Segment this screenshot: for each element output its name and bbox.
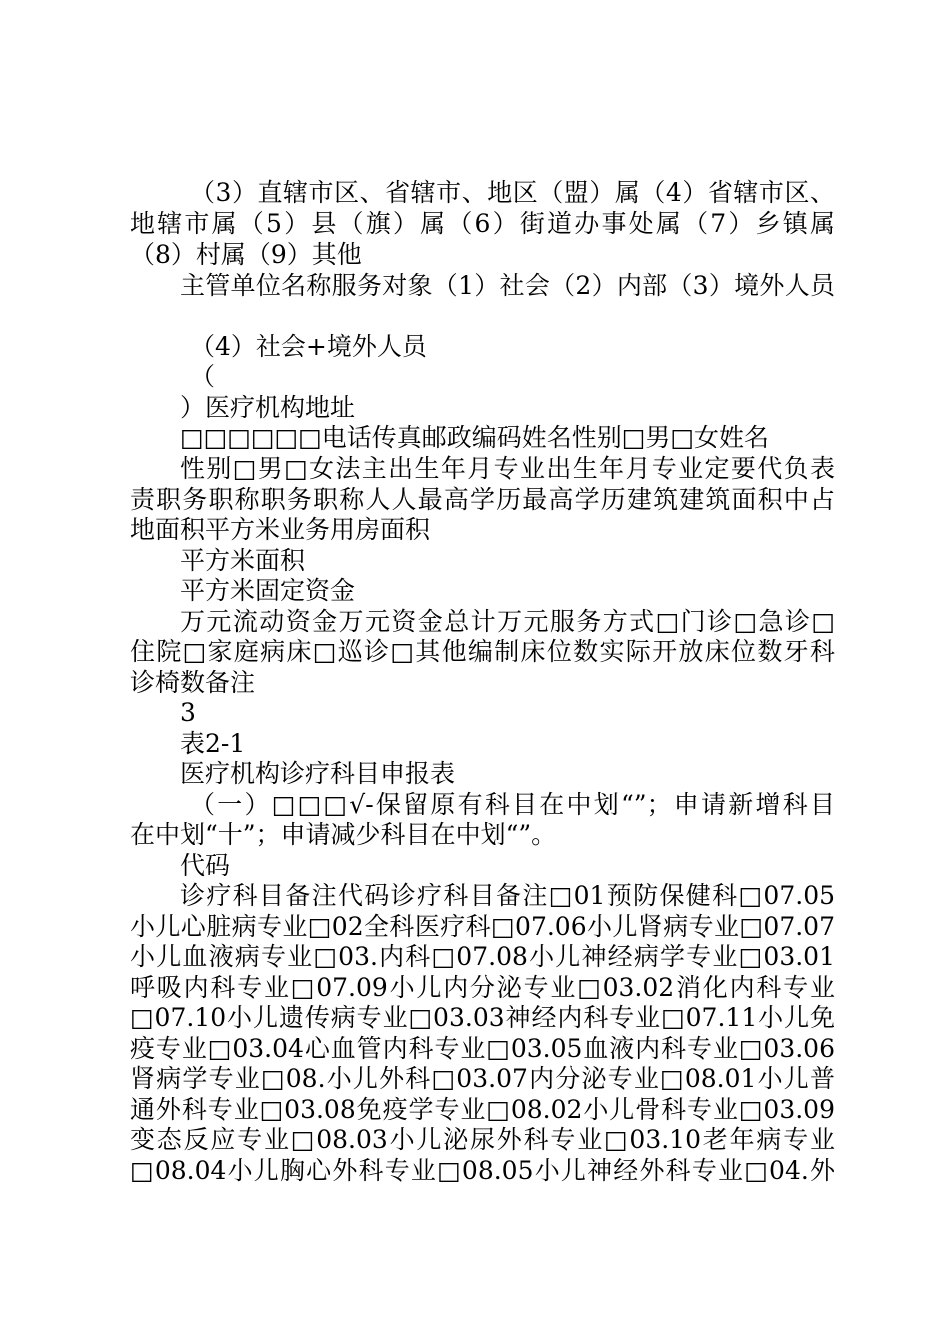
text-line: □08.04小儿胸心外科专业□08.05小儿神经外科专业□04.外: [130, 1156, 835, 1185]
text-line: 诊疗科目备注代码诊疗科目备注□01预防保健科□07.05: [180, 881, 835, 910]
text-line: 肾病学专业□08.小儿外科□03.07内分泌专业□08.01小儿普: [130, 1064, 835, 1093]
text-line: 通外科专业□03.08免疫学专业□08.02小儿骨科专业□03.09: [130, 1095, 835, 1124]
text-line: ）医疗机构地址: [180, 393, 356, 422]
page-number: 3: [180, 698, 196, 727]
text-line: 地面积平方米业务用房面积: [130, 515, 431, 544]
text-line: □□□□□□电话传真邮政编码姓名性别□男□女姓名: [180, 423, 769, 452]
text-line: 责职务职称职务职称人人最高学历最高学历建筑建筑面积中占: [130, 485, 835, 514]
text-line: 在中划“十”；申请减少科目在中划“”。: [130, 820, 557, 849]
text-line: 万元流动资金万元资金总计万元服务方式□门诊□急诊□: [180, 607, 835, 636]
text-line: □07.10小儿遗传病专业□03.03神经内科专业□07.11小儿免: [130, 1003, 835, 1032]
text-line: （3）直辖市区、省辖市、地区（盟）属（4）省辖市区、: [190, 178, 835, 207]
text-line: （4）社会+境外人员: [190, 332, 427, 361]
text-line: 疫专业□03.04心血管内科专业□03.05血液内科专业□03.06: [130, 1034, 835, 1063]
table-number: 表2-1: [180, 729, 246, 758]
text-line: 平方米面积: [180, 546, 306, 575]
text-line: 平方米固定资金: [180, 576, 356, 605]
text-line: 小儿心脏病专业□02全科医疗科□07.06小儿肾病专业□07.07: [130, 912, 835, 941]
text-line: （8）村属（9）其他: [130, 240, 362, 269]
text-line: 代码: [180, 851, 231, 880]
text-line: 变态反应专业□08.03小儿泌尿外科专业□03.10老年病专业: [130, 1125, 835, 1154]
text-line: 住院□家庭病床□巡诊□其他编制床位数实际开放床位数牙科: [130, 637, 835, 666]
text-line: 性别□男□女法主出生年月专业出生年月专业定要代负表: [180, 454, 835, 483]
text-line: 小儿血液病专业□03.内科□07.08小儿神经病学专业□03.01: [130, 942, 835, 971]
text-line: （: [190, 362, 216, 391]
text-line: 地辖市属（5）县（旗）属（6）街道办事处属（7）乡镇属: [130, 209, 835, 238]
text-line: （一）□□□√-保留原有科目在中划“”；申请新增科目: [190, 790, 835, 819]
text-line: 诊椅数备注: [130, 668, 256, 697]
text-line: 主管单位名称服务对象（1）社会（2）内部（3）境外人员: [180, 271, 835, 300]
table-title: 医疗机构诊疗科目申报表: [180, 759, 456, 788]
text-line: 呼吸内科专业□07.09小儿内分泌专业□03.02消化内科专业: [130, 973, 835, 1002]
